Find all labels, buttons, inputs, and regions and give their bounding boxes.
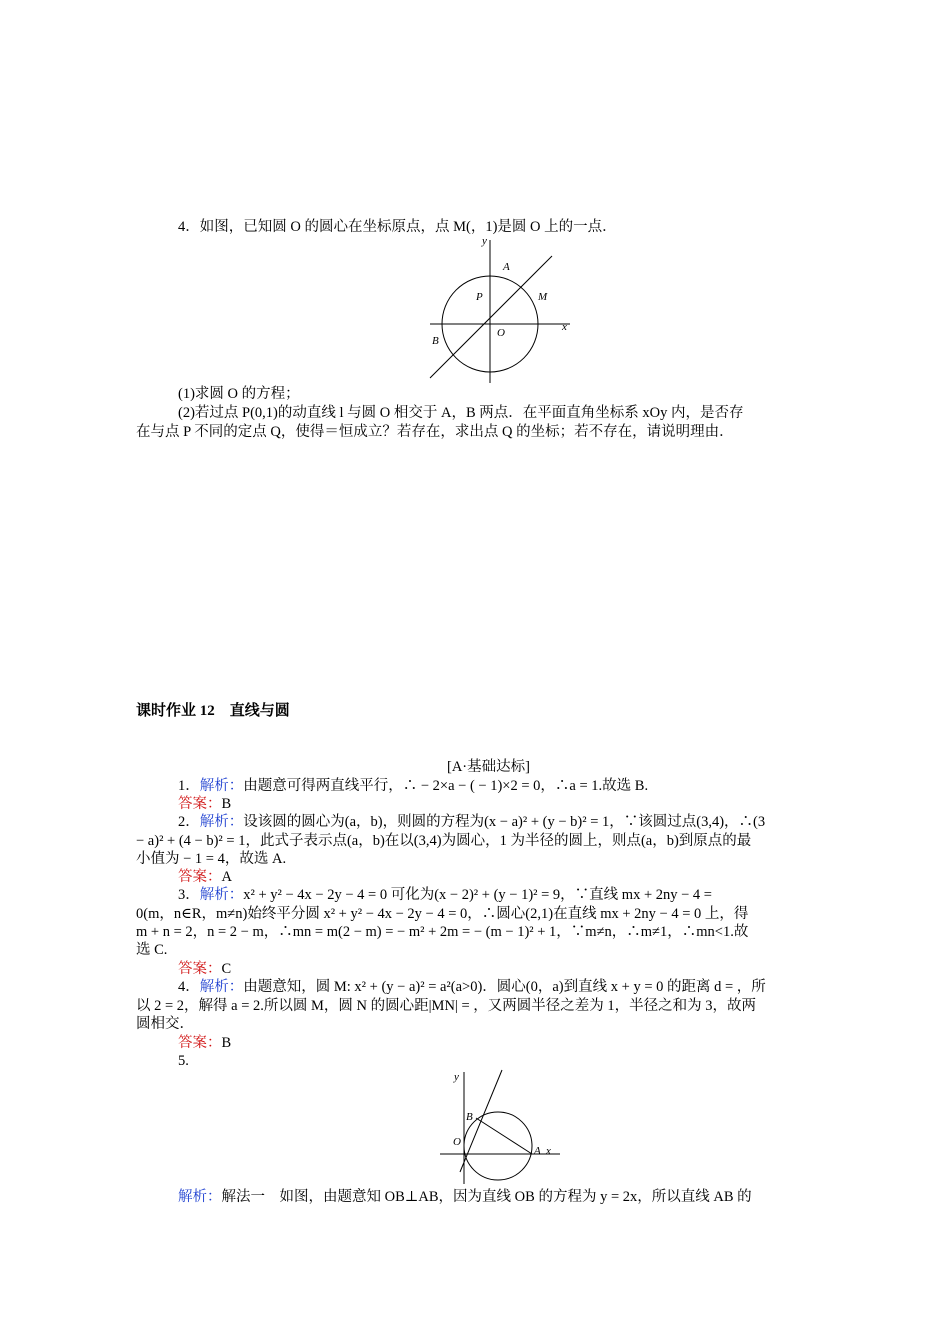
answer-3-line3: m + n = 2，n = 2 − m，∴mn = m(2 − m) = − m² + 2m = − (m − 1)² + 1，∵m≠n，∴m≠1，∴mn<1.故 bbox=[136, 924, 749, 940]
jiexi-label: 解析： bbox=[199, 778, 244, 794]
answer-4-result: 答案：B bbox=[178, 1035, 232, 1051]
circle-figure bbox=[420, 228, 580, 388]
fig4-y-label: y bbox=[482, 235, 487, 247]
section-title: 课时作业 12 直线与圆 bbox=[136, 703, 290, 719]
figure-5 bbox=[436, 1068, 566, 1188]
q4-part1: (1)求圆 O 的方程； bbox=[178, 386, 300, 402]
answer-4-line3: 圆相交． bbox=[136, 1016, 194, 1032]
answer-3-line4: 选 C. bbox=[136, 942, 168, 958]
answer-2-line2: − a)² + (4 − b)² = 1，此式子表示点(a，b)在以(3,4)为圆心，1 为半径的圆上，则点(a，b)到原点的最 bbox=[136, 833, 752, 849]
fig4-x-label: x bbox=[562, 321, 567, 333]
jiexi-label: 解析： bbox=[199, 887, 244, 903]
daan-label: 答案： bbox=[178, 796, 222, 812]
answer-4-line1: 4．解析：由题意知，圆 M: x² + (y − a)² = a²(a>0)．圆心(0，a)到直线 x + y = 0 的距离 d = ，所 bbox=[178, 979, 766, 995]
answer-1-line: 1．解析：由题意可得两直线平行，∴ − 2×a − ( − 1)×2 = 0，∴a = 1.故选 B. bbox=[178, 778, 649, 794]
fig4-m-label: M bbox=[538, 291, 548, 303]
jiexi-label: 解析： bbox=[199, 979, 244, 995]
answer-4-line2: 以 2 = 2，解得 a = 2.所以圆 M，圆 N 的圆心距|MN| = ，又两圆半径之差为 1，半径之和为 3，故两 bbox=[136, 998, 756, 1014]
q4-part2-line2: 在与点 P 不同的定点 Q，使得＝恒成立？若存在，求出点 Q 的坐标；若不存在，请说明理由． bbox=[136, 424, 734, 440]
answer-1-result: 答案：B bbox=[178, 796, 232, 812]
daan-label: 答案： bbox=[178, 961, 222, 977]
q4-part2-line1: (2)若过点 P(0,1)的动直线 l 与圆 O 相交于 A，B 两点．在平面直角坐标系 xOy 内，是否存 bbox=[178, 405, 744, 421]
q4-stem: 4．如图，已知圆 O 的圆心在坐标原点，点 M(，1)是圆 O 上的一点． bbox=[178, 219, 617, 235]
fig5-a-label: A bbox=[534, 1145, 541, 1157]
daan-label: 答案： bbox=[178, 1035, 222, 1051]
fig4-a-label: A bbox=[503, 261, 510, 273]
answer-2-line1: 2．解析：设该圆的圆心为(a，b)，则圆的方程为(x − a)² + (y − b)² = 1，∵该圆过点(3,4)，∴(3 bbox=[178, 814, 766, 830]
answer-3-line1: 3．解析：x² + y² − 4x − 2y − 4 = 0 可化为(x − 2)² + (y − 1)² = 9，∵直线 mx + 2ny − 4 = bbox=[178, 887, 712, 903]
fig5-x-label: x bbox=[546, 1145, 551, 1157]
answer-5-number: 5. bbox=[178, 1053, 189, 1069]
fig4-o-label: O bbox=[497, 327, 505, 339]
answer-3-result: 答案：C bbox=[178, 961, 232, 977]
daan-label: 答案： bbox=[178, 869, 222, 885]
answer-2-line3: 小值为 − 1 = 4，故选 A. bbox=[136, 851, 287, 867]
answer-5-line1: 解析：解法一 如图，由题意知 OB⊥AB，因为直线 OB 的方程为 y = 2x，所以直线 AB 的 bbox=[178, 1189, 752, 1205]
answer-3-line2: 0(m，n∈R，m≠n)始终平分圆 x² + y² − 4x − 2y − 4 = 0，∴圆心(2,1)在直线 mx + 2ny − 4 = 0 上，得 bbox=[136, 906, 749, 922]
jiexi-label: 解析： bbox=[199, 814, 244, 830]
fig5-b-label: B bbox=[466, 1111, 473, 1123]
fig5-y-label: y bbox=[454, 1071, 459, 1083]
fig4-p-label: P bbox=[476, 291, 483, 303]
answer-2-result: 答案：A bbox=[178, 869, 232, 885]
fig4-b-label: B bbox=[432, 335, 439, 347]
section-subheading: [A·基础达标] bbox=[447, 759, 530, 775]
jiexi-label: 解析： bbox=[178, 1189, 222, 1205]
fig5-o-label: O bbox=[453, 1136, 461, 1148]
